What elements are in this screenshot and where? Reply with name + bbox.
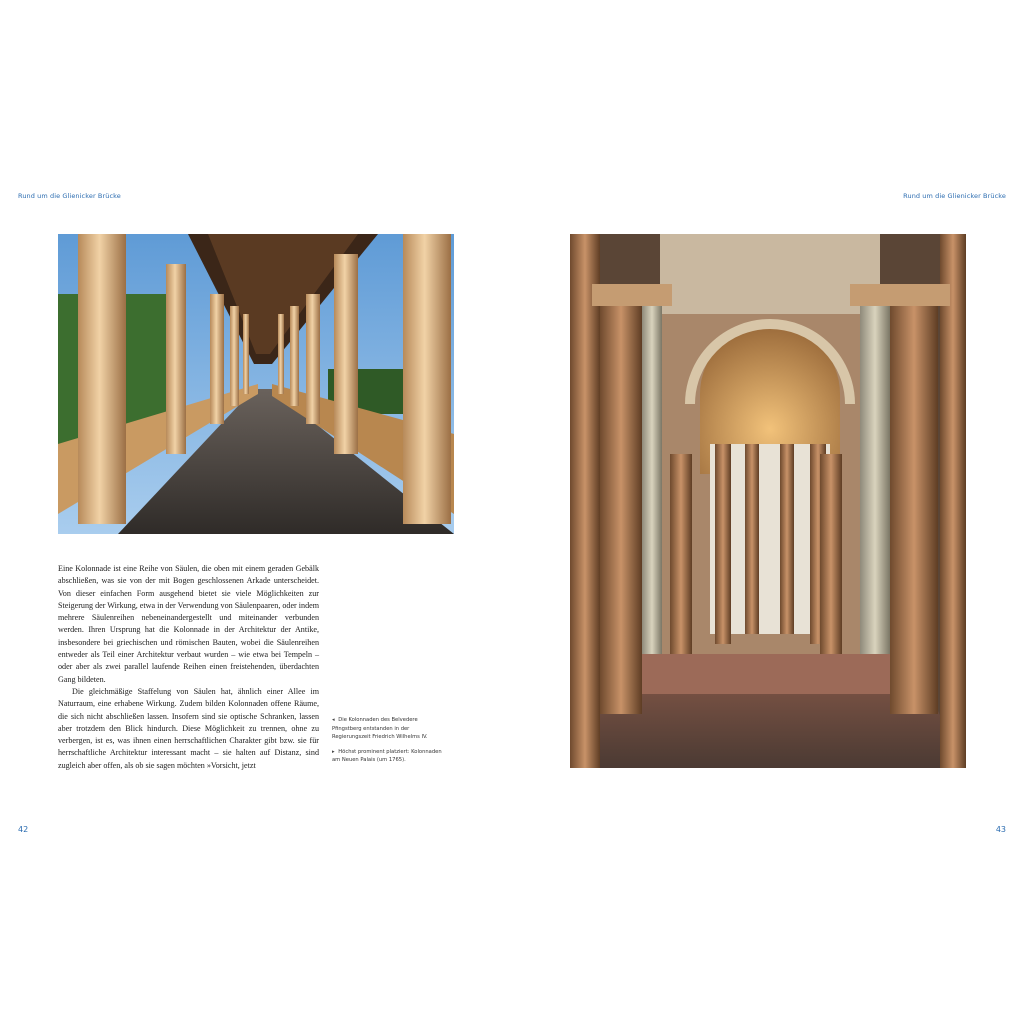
page-number-left: 42 bbox=[18, 825, 29, 834]
caption-left-image bbox=[332, 716, 448, 742]
running-head-left: Rund um die Glienicker Brücke bbox=[18, 192, 121, 200]
caption-text: Höchst prominent platziert: Kolonnaden am Neuen Palais (um 1765). bbox=[332, 748, 442, 764]
caption-marker-right: ▸ bbox=[332, 748, 335, 755]
caption-right-image bbox=[332, 748, 448, 765]
caption-text: Die Kolonnaden des Belvedere Pfingstberg entstanden in der Regierungszeit Friedrich Wilhelms IV. bbox=[332, 717, 428, 741]
body-text bbox=[58, 563, 319, 772]
photo-neues-palais-colonnade bbox=[570, 234, 966, 768]
body-paragraph: Eine Kolonnade ist eine Reihe von Säulen, die oben mit einem geraden Gebälk abschließen, was sie von der mit Bogen geschlossenen Arkade unterscheidet. Von dieser einfachen Form ausgehend bietet sie viele Möglichkeiten zur Steigerung der Wirkung, etwa in der Verwendung von Säulenpaaren, oder indem mehrere Säulenreihen nebeneinandergestellt und miteinander verbunden werden. Ihren Ursprung hat die Kolonnade in der Architektur der Antike, insbesondere bei griechischen und römischen Bauten, wobei die Säulenreihen entweder als Teil einer Architektur verbaut wurden – wie etwa bei Tempeln – oder aber als zwei parallel laufende Reihen einen freistehenden, überdachten Gang bildeten. bbox=[58, 564, 319, 684]
image-captions bbox=[332, 716, 448, 771]
photo-belvedere-colonnade bbox=[58, 234, 454, 534]
caption-marker-left: ◂ bbox=[332, 717, 335, 723]
body-paragraph: Die gleichmäßige Staffelung von Säulen hat, ähnlich einer Allee im Naturraum, eine erhabene Wirkung. Zudem bilden Kolonnaden offene Räume, die sich nicht abschließen lassen. Insofern sind sie optische Schranken, lassen aber trotzdem den Blick hindurch. Diese Möglichkeit zu trennen, ohne zu verbergen, ist es, was ihnen einen herrschaftlichen Charakter gibt bzw. sie für herrschaftliche Architektur interessant macht – sie halten auf Distanz, sind zugleich aber offen, als ob sie sagen möchten »Vorsicht, jetzt bbox=[58, 686, 319, 770]
page-number-right: 43 bbox=[995, 825, 1006, 834]
running-head-right: Rund um die Glienicker Brücke bbox=[903, 192, 1006, 200]
